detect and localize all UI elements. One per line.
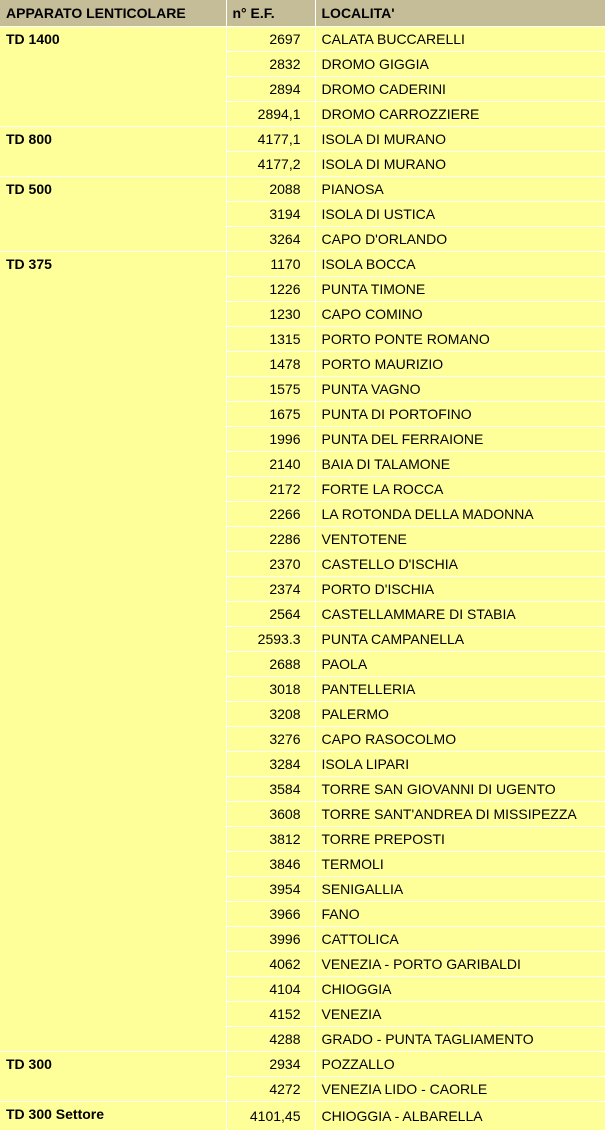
numero-ef-cell: 1478 [226,352,315,377]
header-localita: LOCALITA' [315,0,605,27]
localita-cell: LA ROTONDA DELLA MADONNA [315,502,605,527]
localita-cell: PUNTA CAMPANELLA [315,627,605,652]
numero-ef-cell: 2688 [226,652,315,677]
numero-ef-cell: 3954 [226,877,315,902]
localita-cell: PUNTA VAGNO [315,377,605,402]
localita-cell: CASTELLO D'ISCHIA [315,552,605,577]
localita-cell: CATTOLICA [315,927,605,952]
localita-cell: PANTELLERIA [315,677,605,702]
numero-ef-cell: 4177,2 [226,152,315,177]
numero-ef-cell: 4272 [226,1077,315,1102]
apparato-group-cell: TD 375 [0,252,226,1052]
numero-ef-cell: 3966 [226,902,315,927]
numero-ef-cell: 2088 [226,177,315,202]
header-row [0,0,605,27]
localita-cell: PORTO D'ISCHIA [315,577,605,602]
apparato-group-cell: TD 500 [0,177,226,252]
numero-ef-cell: 2374 [226,577,315,602]
numero-ef-cell: 2593.3 [226,627,315,652]
apparato-group-cell: TD 300 [0,1052,226,1102]
localita-cell: ISOLA DI USTICA [315,202,605,227]
localita-cell: DROMO CADERINI [315,77,605,102]
table-row [0,27,605,52]
localita-cell: PIANOSA [315,177,605,202]
localita-cell: CASTELLAMMARE DI STABIA [315,602,605,627]
numero-ef-cell: 2370 [226,552,315,577]
numero-ef-cell: 2266 [226,502,315,527]
numero-ef-cell: 3812 [226,827,315,852]
numero-ef-cell: 3276 [226,727,315,752]
numero-ef-cell: 2564 [226,602,315,627]
localita-cell: SENIGALLIA [315,877,605,902]
apparato-group-cell: TD 300 Settore [0,1102,226,1131]
numero-ef-cell: 4177,1 [226,127,315,152]
numero-ef-cell: 4288 [226,1027,315,1052]
table-row [0,1102,605,1131]
localita-cell: ISOLA DI MURANO [315,152,605,177]
table-row [0,127,605,152]
table-header [0,0,605,27]
numero-ef-cell: 3194 [226,202,315,227]
numero-ef-cell: 3608 [226,802,315,827]
numero-ef-cell: 4062 [226,952,315,977]
localita-cell: FORTE LA ROCCA [315,477,605,502]
localita-cell: GRADO - PUNTA TAGLIAMENTO [315,1027,605,1052]
localita-cell: CALATA BUCCARELLI [315,27,605,52]
numero-ef-cell: 2934 [226,1052,315,1077]
header-apparato: APPARATO LENTICOLARE [0,0,226,27]
numero-ef-cell: 2894,1 [226,102,315,127]
localita-cell: PUNTA TIMONE [315,277,605,302]
numero-ef-cell: 2172 [226,477,315,502]
localita-cell: VENTOTENE [315,527,605,552]
table-body [0,27,605,1131]
localita-cell: PUNTA DI PORTOFINO [315,402,605,427]
numero-ef-cell: 3018 [226,677,315,702]
localita-cell: CHIOGGIA - ALBARELLA [315,1102,605,1131]
table-row [0,252,605,277]
localita-cell: ISOLA LIPARI [315,752,605,777]
table-row [0,177,605,202]
numero-ef-cell: 1675 [226,402,315,427]
localita-cell: CHIOGGIA [315,977,605,1002]
numero-ef-cell: 2697 [226,27,315,52]
localita-cell: POZZALLO [315,1052,605,1077]
localita-cell: CAPO D'ORLANDO [315,227,605,252]
localita-cell: CAPO COMINO [315,302,605,327]
numero-ef-cell: 2894 [226,77,315,102]
localita-cell: DROMO GIGGIA [315,52,605,77]
numero-ef-cell: 1575 [226,377,315,402]
localita-cell: DROMO CARROZZIERE [315,102,605,127]
apparato-group-cell: TD 800 [0,127,226,177]
localita-cell: TORRE SANT'ANDREA DI MISSIPEZZA [315,802,605,827]
numero-ef-cell: 2286 [226,527,315,552]
numero-ef-cell: 2140 [226,452,315,477]
localita-cell: PALERMO [315,702,605,727]
localita-cell: BAIA DI TALAMONE [315,452,605,477]
localita-cell: PAOLA [315,652,605,677]
numero-ef-cell: 3208 [226,702,315,727]
numero-ef-cell: 2832 [226,52,315,77]
localita-cell: VENEZIA - PORTO GARIBALDI [315,952,605,977]
localita-cell: TERMOLI [315,852,605,877]
localita-cell: VENEZIA [315,1002,605,1027]
localita-cell: TORRE PREPOSTI [315,827,605,852]
localita-cell: VENEZIA LIDO - CAORLE [315,1077,605,1102]
numero-ef-cell: 4152 [226,1002,315,1027]
numero-ef-cell: 3846 [226,852,315,877]
localita-cell: PUNTA DEL FERRAIONE [315,427,605,452]
numero-ef-cell: 1230 [226,302,315,327]
apparato-group-cell: TD 1400 [0,27,226,127]
numero-ef-cell: 1170 [226,252,315,277]
numero-ef-cell: 1226 [226,277,315,302]
localita-cell: CAPO RASOCOLMO [315,727,605,752]
localita-cell: TORRE SAN GIOVANNI DI UGENTO [315,777,605,802]
numero-ef-cell: 3584 [226,777,315,802]
localita-cell: PORTO MAURIZIO [315,352,605,377]
localita-cell: PORTO PONTE ROMANO [315,327,605,352]
numero-ef-cell: 3284 [226,752,315,777]
numero-ef-cell: 1996 [226,427,315,452]
numero-ef-cell: 4101,45 [226,1102,315,1131]
header-numero-ef: n° E.F. [226,0,315,27]
numero-ef-cell: 3996 [226,927,315,952]
localita-cell: FANO [315,902,605,927]
numero-ef-cell: 3264 [226,227,315,252]
numero-ef-cell: 1315 [226,327,315,352]
table-row [0,1052,605,1077]
numero-ef-cell: 4104 [226,977,315,1002]
localita-cell: ISOLA BOCCA [315,252,605,277]
localita-cell: ISOLA DI MURANO [315,127,605,152]
